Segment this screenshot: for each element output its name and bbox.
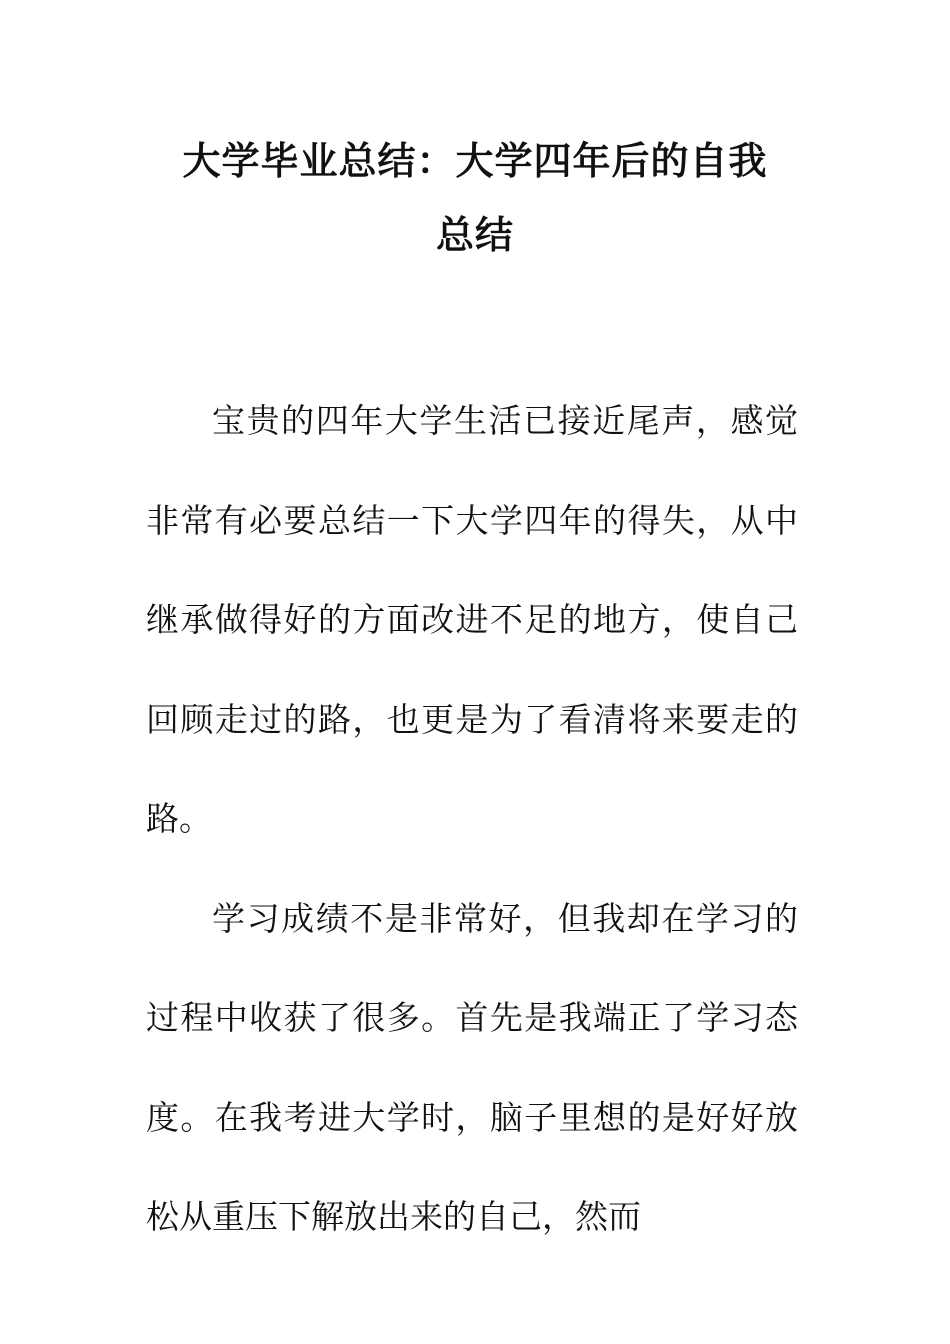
document-title <box>150 124 800 272</box>
title-line-2: 总结 <box>435 212 514 257</box>
paragraph-2: 学习成绩不是非常好，但我却在学习的过程中收获了很多。首先是我端正了学习态度。在我考进大学时，脑子里想的是好好放松从重压下解放出来的自己，然而 <box>146 898 798 1236</box>
paragraph-1: 宝贵的四年大学生活已接近尾声，感觉非常有必要总结一下大学四年的得失，从中继承做得好的方面改进不足的地方，使自己回顾走过的路，也更是为了看清将来要走的路。 <box>146 401 798 838</box>
title-line-1: 大学毕业总结：大学四年后的自我 <box>182 138 768 183</box>
document-body <box>146 371 798 1267</box>
